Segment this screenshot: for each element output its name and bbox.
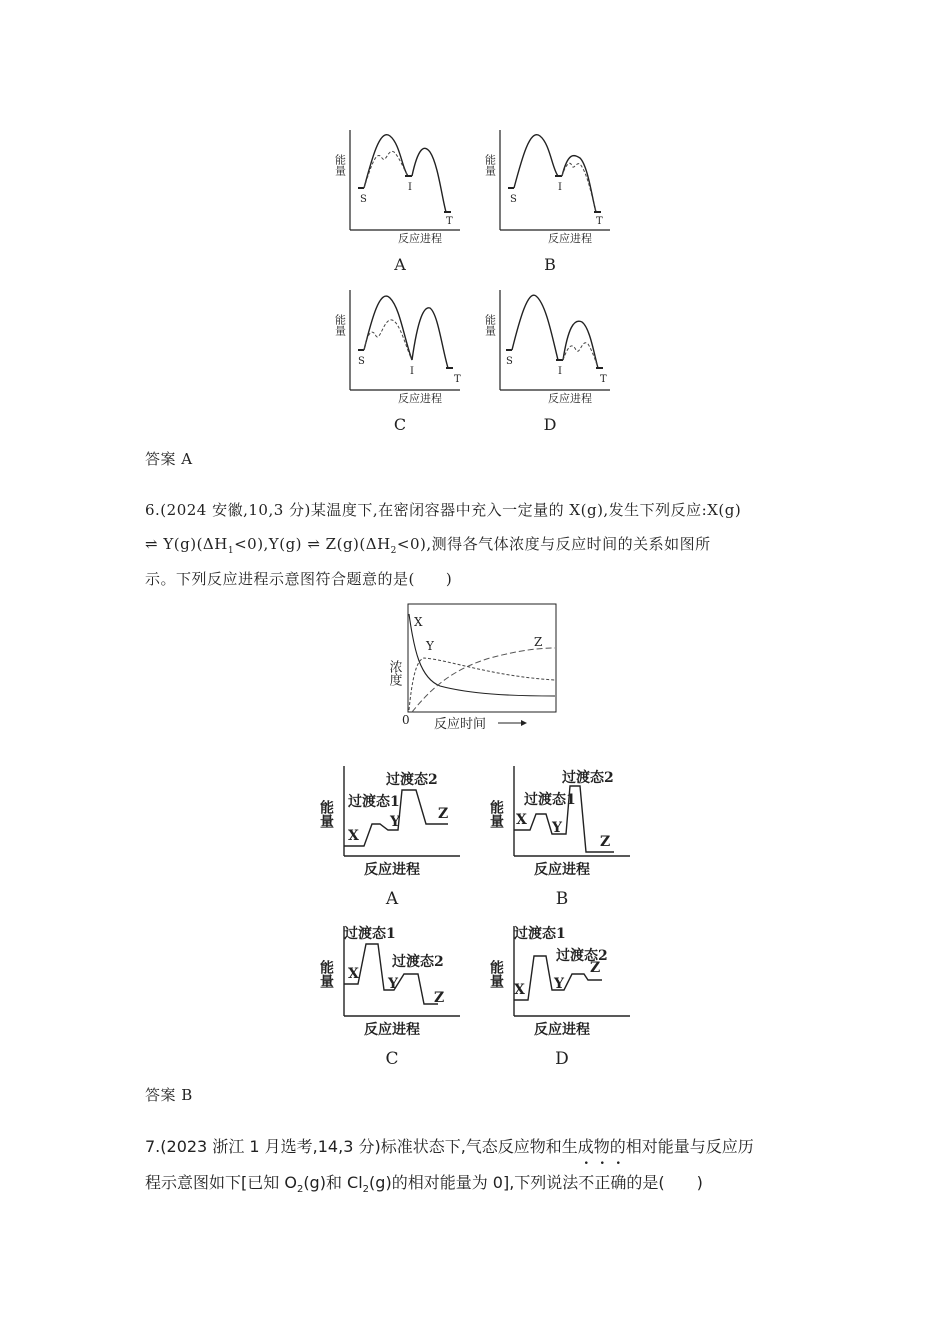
ts-panel-d — [488, 925, 630, 1069]
svg-text:Z: Z — [438, 806, 449, 822]
x-axis-label: 反应进程 — [364, 1022, 420, 1038]
point-t: T — [600, 374, 607, 385]
point-i: I — [558, 366, 562, 377]
origin-label: 0 — [402, 713, 410, 727]
svg-text:Y: Y — [552, 820, 562, 836]
series-x-line — [409, 614, 555, 696]
point-t: T — [596, 216, 603, 227]
q7-line2: 程示意图如下[已知 $O_2(g)$和 $Cl_2(g)$的相对能量为 0],下列说法不正确的是( ) — [145, 1173, 703, 1196]
svg-text:C: C — [385, 1049, 399, 1069]
svg-text:Z: Z — [590, 960, 601, 976]
caption-a: A — [394, 255, 406, 274]
ts1-label: 过渡态1 — [348, 794, 400, 810]
svg-text:Y: Y — [554, 976, 564, 992]
svg-text:Z: Z — [600, 834, 611, 850]
svg-text:过渡态2: 过渡态2 — [556, 948, 608, 964]
point-t: T — [454, 374, 461, 385]
svg-text:过渡态1: 过渡态1 — [524, 792, 576, 808]
ts-panel-b — [488, 766, 630, 909]
svg-text:D: D — [555, 1049, 569, 1069]
equilibrium-arrow-icon: ⇌ — [307, 535, 321, 553]
svg-text:Z: Z — [434, 990, 445, 1006]
x-axis-label: 反应进程 — [548, 232, 592, 245]
point-i: I — [558, 182, 562, 193]
q6-line1: 6.(2024 安徽,10,3 分)某温度下,在密闭容器中充入一定量的 X(g),发生下列反应:X(g) — [145, 501, 742, 519]
panel-c — [334, 290, 462, 434]
y-axis-label: 能量 — [488, 960, 504, 988]
series-z-line — [412, 648, 555, 712]
x-axis-label: 反应进程 — [534, 1022, 590, 1038]
y-axis-label: 能量 — [488, 800, 504, 828]
q7-line1: 7.(2023 浙江 1 月选考,14,3 分)标准状态下,气态反应物和生成物的相对能量与反应历 — [145, 1137, 754, 1156]
ts-panel-a — [318, 766, 460, 909]
y-axis-label: 能量 — [333, 154, 347, 176]
y-axis-label: 能量 — [483, 314, 497, 336]
series-z-label: Z — [534, 635, 543, 649]
y-axis-label: 能量 — [318, 800, 334, 828]
answer-q5: 答案 A — [145, 450, 193, 468]
x-axis-label: 反应时间 — [434, 717, 487, 732]
caption-d: D — [543, 415, 557, 434]
svg-text:过渡态1: 过渡态1 — [514, 926, 566, 942]
series-y-line — [409, 658, 555, 710]
panel-d — [484, 290, 611, 434]
energy-diagram-grid-1 — [320, 118, 630, 438]
y-axis-label: 能量 — [333, 314, 347, 336]
svg-text:过渡态2: 过渡态2 — [392, 954, 444, 970]
x-axis-label: 反应进程 — [548, 392, 592, 405]
q6-line3: 示。下列反应进程示意图符合题意的是( ) — [145, 570, 453, 588]
svg-text:X: X — [348, 828, 359, 844]
caption-b: B — [544, 255, 556, 274]
point-s: S — [506, 356, 513, 367]
svg-text:过渡态1: 过渡态1 — [344, 926, 396, 942]
svg-text:过渡态2: 过渡态2 — [562, 770, 614, 786]
x-axis-label: 反应进程 — [534, 862, 590, 878]
x-axis-label: 反应进程 — [364, 862, 420, 878]
x-axis-label: 反应进程 — [398, 392, 442, 405]
svg-text:B: B — [555, 889, 569, 909]
point-i: I — [408, 182, 412, 193]
point-i: I — [410, 366, 414, 377]
y-axis-label: 浓度 — [386, 660, 402, 686]
point-t: T — [446, 216, 453, 227]
svg-text:Y: Y — [390, 814, 400, 830]
point-s: S — [510, 194, 517, 205]
energy-diagram-grid-2 — [320, 760, 640, 1072]
point-s: S — [358, 356, 365, 367]
ts2-label: 过渡态2 — [386, 772, 438, 788]
equilibrium-arrow-icon: ⇌ — [145, 535, 159, 553]
series-x-label: X — [414, 615, 423, 629]
caption-c: C — [393, 415, 407, 434]
emphasis-char: 不 — [578, 1173, 595, 1192]
y-axis-label: 能量 — [318, 960, 334, 988]
svg-text:Y: Y — [388, 976, 398, 992]
concentration-time-chart — [386, 600, 565, 735]
panel-b — [484, 130, 611, 274]
panel-a — [334, 130, 461, 274]
q6-line2: ⇌ $Y(g)(\Delta H_1<0),Y(g)$ ⇌ $Z(g)(\Delta H_2<0)$,测得各气体浓度与反应时间的关系如图所 — [145, 535, 711, 556]
series-y-label: Y — [426, 639, 434, 653]
ts-panel-c — [318, 925, 460, 1069]
svg-text:X: X — [516, 812, 527, 828]
y-axis-label: 能量 — [483, 154, 497, 176]
svg-text:A: A — [385, 889, 399, 909]
svg-text:X: X — [514, 982, 525, 998]
svg-text:X: X — [348, 966, 359, 982]
emphasis-char: 正 — [594, 1173, 611, 1192]
x-axis-label: 反应进程 — [398, 232, 442, 245]
emphasis-char: 确 — [610, 1173, 627, 1192]
point-s: S — [360, 194, 367, 205]
answer-q6: 答案 B — [145, 1086, 193, 1104]
